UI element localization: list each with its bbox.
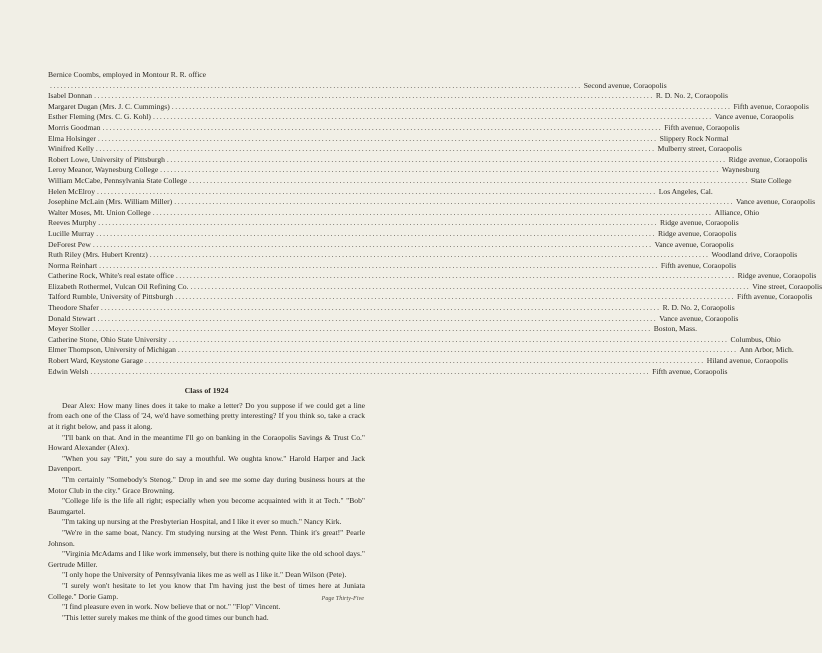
- leader-dots: ................................................................................................................................................................: [92, 239, 653, 249]
- roster-entry-place: Fifth avenue, Coraopolis: [737, 292, 813, 302]
- leader-dots: ................................................................................................................................................................: [190, 281, 751, 291]
- roster-entry-name: Talford Rumble, University of Pittsburgh: [48, 292, 174, 302]
- leader-dots: ................................................................................................................................................................: [94, 91, 654, 101]
- letter-paragraph: "I surely won't hesitate to let you know that I'm having just the best of times here at Juniata College." Dorie Gamp.: [48, 580, 365, 601]
- roster-entry-continued: [48, 80, 667, 92]
- leader-dots: ................................................................................................................................................................: [100, 303, 661, 313]
- roster-entry: [48, 186, 713, 198]
- roster-entry-name: Walter Moses, Mt. Union College: [48, 207, 151, 217]
- roster-entry: [48, 207, 760, 219]
- leader-dots: ................................................................................................................................................................: [99, 260, 659, 270]
- roster-entry-place: Second avenue, Coraopolis: [583, 80, 667, 90]
- roster-entry-place: Fifth avenue, Coraopolis: [660, 260, 737, 270]
- roster-entry-place: Los Angeles, Cal.: [658, 186, 713, 196]
- roster-entry-name: Reeves Murphy: [48, 218, 97, 228]
- roster-entry: [48, 324, 697, 335]
- roster-entry-name: William McCabe, Pennsylvania State College: [48, 175, 188, 185]
- leader-dots: ................................................................................................................................................................: [174, 197, 734, 207]
- roster-entry-name: Catherine Stone, Ohio State University: [48, 334, 167, 344]
- roster-entry-place: Slippery Rock Normal: [659, 133, 729, 143]
- roster-entry-name: Bernice Coombs, employed in Montour R. R. office: [48, 70, 207, 79]
- letter-paragraph: "We're in the same boat, Nancy. I'm studying nursing at the West Penn. Think it's great!" Pearle Johnson.: [48, 527, 365, 548]
- roster-entry: [48, 154, 808, 166]
- roster-entry-place: Woodland drive, Coraopolis: [711, 250, 798, 260]
- roster-entry-name: Elma Holsinger: [48, 133, 96, 143]
- leader-dots: ................................................................................................................................................................: [177, 345, 738, 355]
- roster-entry: [48, 144, 742, 155]
- leader-dots: ................................................................................................................................................................: [175, 271, 736, 281]
- leader-dots: ................................................................................................................................................................: [91, 324, 652, 334]
- roster-entry-name: Esther Fleming (Mrs. C. G. Kohl): [48, 112, 151, 122]
- roster-entry-name: Donald Stewart: [48, 313, 96, 323]
- roster-entry-place: R. D. No. 2, Coraopolis: [655, 91, 728, 101]
- roster-entry-name: Elmer Thompson, University of Michigan: [48, 345, 176, 355]
- letter-paragraph: Dear Alex: How many lines does it take to make a letter? Do you suppose if we could get a line from each one of the Class of '24, we'd have something pretty interesting? If you think so, take a crack at it right below, and pass it along.: [48, 400, 365, 431]
- roster-entry: [48, 239, 734, 251]
- class-letter: [48, 401, 365, 623]
- roster-entry: [48, 292, 813, 303]
- roster-entry: [48, 175, 792, 187]
- roster-entry-place: Boston, Mass.: [653, 324, 697, 334]
- roster-entry-name: Catherine Rock, White's real estate office: [48, 271, 174, 281]
- roster-entry: [48, 260, 737, 272]
- leader-dots: ................................................................................................................................................................: [144, 356, 705, 366]
- leader-dots: ................................................................................................................................................................: [97, 313, 658, 323]
- leader-dots: ................................................................................................................................................................: [168, 334, 729, 344]
- leader-dots: ................................................................................................................................................................: [175, 292, 735, 302]
- roster-entry-name: Josephine McLain (Mrs. William Miller): [48, 197, 173, 207]
- roster-entry-name: Winifred Kelly: [48, 144, 94, 154]
- letter-paragraph: "Virginia McAdams and I like work immensely, but there is nothing quite like the old school days." Gertrude Miller.: [48, 549, 365, 569]
- letter-paragraph: "College life is the life all right; especially when you become acquainted with it at Tech." "Bob" Baumgartel.: [48, 496, 365, 516]
- class-heading: Class of 1924: [184, 386, 229, 396]
- letter-paragraph: "I'm certainly "Somebody's Stenog." Drop in and see me some day during business hours at the Motor Club in the city." Grace Browning.: [48, 474, 365, 495]
- letter-paragraph: "I only hope the University of Pennsylvania likes me as well as I like it." Dean Wilson (Pete).: [62, 570, 347, 580]
- leader-dots: ................................................................................................................................................................: [102, 122, 663, 132]
- letter-paragraph: "I find pleasure even in work. Now believe that or not." "Flop" Vincent.: [62, 602, 281, 612]
- leader-dots: ................................................................................................................................................................: [95, 144, 656, 154]
- roster-entry-place: Ridge avenue, Coraopolis: [728, 154, 808, 164]
- leader-dots: ................................................................................................................................................................: [160, 165, 720, 175]
- roster-entry: [48, 122, 740, 134]
- roster-entry-place: R. D. No. 2, Coraopolis: [662, 303, 735, 313]
- leader-dots: ................................................................................................................................................................: [166, 154, 727, 164]
- roster-entry-name: Lucille Murray: [48, 228, 95, 238]
- roster-entry: [48, 334, 781, 346]
- leader-dots: ................................................................................................................................................................: [97, 133, 658, 143]
- leader-dots: ................................................................................................................................................................: [149, 250, 710, 260]
- leader-dots: ........................................................................................................................................................: [50, 80, 582, 90]
- leader-dots: ................................................................................................................................................................: [97, 186, 657, 196]
- roster-entry: [48, 91, 728, 102]
- roster-entry-place: Alliance, Ohio: [714, 207, 760, 217]
- roster-entry: [48, 271, 817, 282]
- roster-entry: [48, 197, 816, 208]
- roster-entry-name: Robert Lowe, University of Pittsburgh: [48, 154, 165, 164]
- leader-dots: ................................................................................................................................................................: [96, 228, 656, 238]
- roster-entry-place: Vance avenue, Coraopolis: [654, 239, 734, 249]
- roster-entry-place: Ridge avenue, Coraopolis: [737, 271, 817, 281]
- roster-entry: [48, 303, 735, 314]
- roster-entry-name: Helen McElroy: [48, 186, 96, 196]
- roster-entry-name: Margaret Dugan (Mrs. J. C. Cummings): [48, 101, 170, 111]
- roster-entry: [48, 313, 739, 325]
- roster-entry-place: Fifth avenue, Coraopolis: [664, 122, 740, 132]
- page-content: [48, 70, 822, 623]
- roster-entry-place: Ann Arbor, Mich.: [739, 345, 794, 355]
- letter-paragraph: "This letter surely makes me think of the good times our bunch had.: [62, 612, 269, 622]
- roster-entry: [48, 133, 729, 145]
- roster-entry-name: Isabel Donnan: [48, 91, 93, 101]
- roster-entry: [48, 228, 737, 240]
- roster-entry-name: Leroy Meanor, Waynesburg College: [48, 165, 159, 175]
- roster-entry-place: State College: [750, 175, 792, 185]
- roster-entry-name: DeForest Pew: [48, 239, 91, 249]
- roster-entry: [48, 345, 794, 356]
- alumni-roster: [48, 70, 822, 377]
- leader-dots: ................................................................................................................................................................: [152, 112, 713, 122]
- roster-entry: [48, 356, 788, 367]
- roster-entry-place: Fifth avenue, Coraopolis: [733, 101, 809, 111]
- leader-dots: ................................................................................................................................................................: [171, 101, 732, 111]
- roster-entry-place: Vance avenue, Coraopolis: [735, 197, 816, 207]
- roster-entry-place: Fifth avenue, Coraopolis: [652, 366, 728, 376]
- roster-entry-place: Mulberry street, Coraopolis: [657, 144, 742, 154]
- roster-entry-name: Elizabeth Rothermel, Vulcan Oil Refining Co.: [48, 281, 189, 291]
- roster-entry-place: Ridge avenue, Coraopolis: [660, 218, 739, 228]
- roster-entry: [48, 366, 728, 378]
- letter-paragraph: "I'll bank on that. And in the meantime I'll go on banking in the Coraopolis Savings & Trust Co." Howard Alexander (Alex).: [48, 432, 365, 453]
- letter-paragraph: "When you say "Pitt," you sure do say a mouthful. We oughta know." Harold Harper and Jack Davenport.: [48, 453, 365, 474]
- roster-entry: [48, 165, 760, 176]
- roster-entry: [48, 218, 739, 229]
- roster-entry-name: Theodore Shafer: [48, 303, 99, 313]
- roster-entry-name: Norma Reinhart: [48, 260, 98, 270]
- roster-entry: [48, 281, 822, 293]
- roster-entry: [48, 101, 809, 113]
- roster-entry-name: Meyer Stoller: [48, 324, 90, 334]
- roster-entry-name: Ruth Riley (Mrs. Hubert Krentz): [48, 250, 148, 260]
- roster-entry-place: Vance avenue, Coraopolis: [659, 313, 739, 323]
- letter-paragraph: "I'm taking up nursing at the Presbyterian Hospital, and I like it ever so much." Nancy Kirk.: [62, 517, 342, 527]
- roster-entry-name: Morris Goodman: [48, 122, 101, 132]
- roster-entry-name: Edwin Welsh: [48, 366, 89, 376]
- leader-dots: ................................................................................................................................................................: [152, 207, 713, 217]
- roster-entry: [48, 250, 798, 261]
- leader-dots: ................................................................................................................................................................: [189, 175, 749, 185]
- roster-entry-place: Vance avenue, Coraopolis: [714, 112, 794, 122]
- roster-entry-place: Vine street, Coraopolis: [752, 281, 822, 291]
- leader-dots: ................................................................................................................................................................: [90, 366, 651, 376]
- page-number: Page Thirty-Five: [321, 595, 364, 602]
- roster-entry-name: Robert Ward, Keystone Garage: [48, 356, 143, 366]
- roster-entry: [48, 112, 794, 123]
- roster-entry-place: Columbus, Ohio: [730, 334, 781, 344]
- leader-dots: ................................................................................................................................................................: [98, 218, 659, 228]
- roster-entry-place: Waynesburg: [721, 165, 760, 175]
- roster-entry-place: Hiland avenue, Coraopolis: [706, 356, 788, 366]
- roster-entry-place: Ridge avenue, Coraopolis: [657, 228, 737, 238]
